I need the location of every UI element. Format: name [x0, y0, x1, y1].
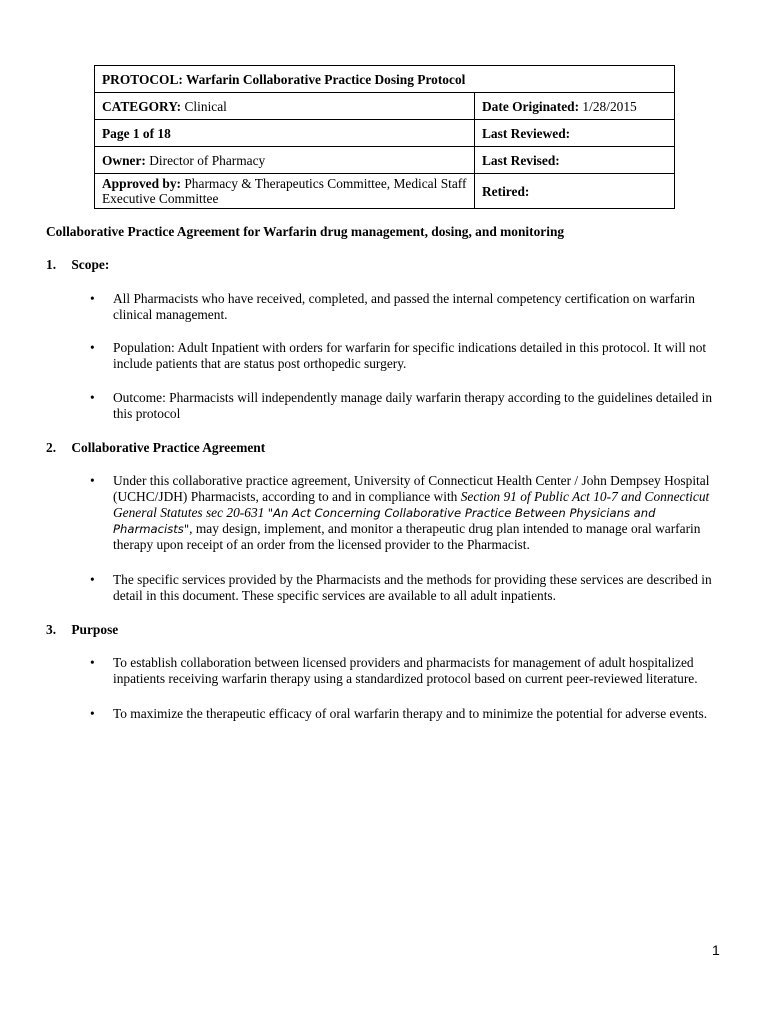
- category-cell: [95, 93, 475, 120]
- list-item-text: To maximize the therapeutic efficacy of oral warfarin therapy and to minimize the potential for adverse events.: [113, 706, 708, 721]
- bullet-icon: •: [90, 572, 95, 587]
- last-reviewed-cell: [475, 120, 675, 147]
- section-heading: [46, 440, 265, 456]
- category-value: Clinical: [184, 98, 227, 114]
- last-reviewed-label: Last Reviewed:: [482, 125, 571, 141]
- protocol-title: PROTOCOL: Warfarin Collaborative Practice Dosing Protocol: [102, 71, 466, 87]
- list-item-text: Population: Adult Inpatient with orders for warfarin for specific indications detailed in this protocol. It will not include patients that are status post orthopedic surgery.: [113, 340, 707, 371]
- approved-by-cell: [95, 174, 475, 209]
- date-originated-label: Date Originated:: [482, 98, 580, 114]
- list-item-text-part: , may design, implement, and monitor a therapeutic drug plan intended to manage oral warfarin therapy upon receipt of an order from the licensed provider to the Pharmacist.: [113, 521, 701, 552]
- act-title-citation: "An Act Concerning Collaborative Practice Between Physicians and Pharmacists": [113, 506, 656, 536]
- page-number: 1: [712, 942, 720, 958]
- date-originated-cell: [475, 93, 675, 120]
- approved-by-label: Approved by:: [102, 176, 181, 191]
- bullet-icon: •: [90, 706, 95, 721]
- date-originated-value: 1/28/2015: [582, 98, 637, 114]
- list-item-text: The specific services provided by the Pharmacists and the methods for providing these services are described in detail in this document. These specific services are available to all adult inpatients.: [113, 572, 712, 603]
- retired-cell: [475, 174, 675, 209]
- section-title: Scope:: [71, 257, 110, 272]
- section-title: Purpose: [71, 622, 119, 637]
- category-label: CATEGORY:: [102, 98, 182, 114]
- retired-label: Retired:: [482, 183, 530, 199]
- bullet-icon: •: [90, 340, 95, 355]
- list-item-text: Outcome: Pharmacists will independently manage daily warfarin therapy according to the guidelines detailed in this protocol: [113, 390, 713, 421]
- list-item-text: All Pharmacists who have received, completed, and passed the internal competency certification on warfarin clinical management.: [113, 291, 695, 322]
- owner-cell: [95, 147, 475, 174]
- list-item-text: To establish collaboration between licensed providers and pharmacists for management of adult hospitalized inpatients receiving warfarin therapy using a standardized protocol based on current peer-reviewed literature.: [113, 655, 698, 686]
- section-title: Collaborative Practice Agreement: [71, 440, 266, 455]
- intro-heading: Collaborative Practice Agreement for Warfarin drug management, dosing, and monitoring: [46, 224, 565, 239]
- owner-value: Director of Pharmacy: [149, 152, 266, 168]
- page-info: Page 1 of 18: [102, 125, 171, 141]
- last-revised-cell: [475, 147, 675, 174]
- protocol-title-cell: [95, 66, 675, 93]
- bullet-icon: •: [90, 473, 95, 488]
- statute-citation: Section 91 of Public Act 10-7 and Connecticut General Statutes sec 20-631: [113, 489, 710, 520]
- section-number: 1.: [46, 257, 57, 272]
- bullet-icon: •: [90, 390, 95, 405]
- bullet-icon: •: [90, 291, 95, 306]
- list-item-text: [113, 473, 726, 553]
- approved-by-value: Pharmacy & Therapeutics Committee, Medical Staff Executive Committee: [102, 176, 467, 206]
- section-heading: [46, 257, 109, 273]
- owner-label: Owner:: [102, 152, 146, 168]
- last-revised-label: Last Revised:: [482, 152, 560, 168]
- protocol-header-table: [94, 65, 675, 209]
- list-item-text-part: Under this collaborative practice agreement, University of Connecticut Health Center / John Dempsey Hospital (UCHC/JDH) Pharmacists, according to and in compliance with: [113, 473, 710, 504]
- section-heading: [46, 622, 118, 638]
- section-number: 2.: [46, 440, 57, 455]
- section-number: 3.: [46, 622, 57, 637]
- page-info-cell: [95, 120, 475, 147]
- bullet-icon: •: [90, 655, 95, 670]
